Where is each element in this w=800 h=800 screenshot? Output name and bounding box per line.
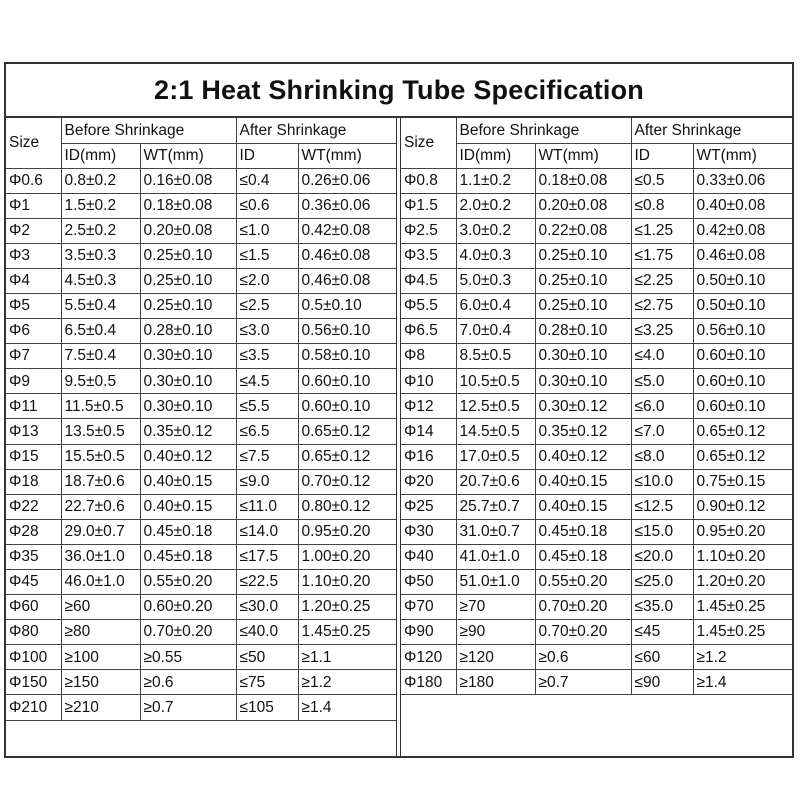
size-cell: Φ9 (6, 369, 61, 394)
after-id-cell: ≤5.0 (631, 369, 693, 394)
after-wt-cell: 1.45±0.25 (693, 595, 792, 620)
after-wt-cell: 0.42±0.08 (298, 218, 396, 243)
size-cell: Φ18 (6, 469, 61, 494)
before-id-cell: 6.0±0.4 (456, 293, 535, 318)
after-id-cell: ≤75 (236, 670, 298, 695)
size-cell: Φ10 (401, 369, 456, 394)
before-wt-cell: 0.40±0.15 (535, 494, 631, 519)
before-wt-cell: ≥0.7 (535, 670, 631, 695)
before-wt-cell: 0.25±0.10 (535, 293, 631, 318)
after-id-header: ID (236, 143, 298, 168)
before-id-cell: 4.0±0.3 (456, 243, 535, 268)
before-wt-cell: 0.70±0.20 (535, 620, 631, 645)
size-cell: Φ35 (6, 544, 61, 569)
size-cell: Φ40 (401, 544, 456, 569)
after-wt-cell: 0.90±0.12 (693, 494, 792, 519)
table-row (6, 519, 396, 544)
before-wt-cell: 0.20±0.08 (535, 193, 631, 218)
after-id-cell: ≤5.5 (236, 394, 298, 419)
after-id-cell: ≤4.0 (631, 344, 693, 369)
after-id-cell: ≤1.75 (631, 243, 693, 268)
size-cell: Φ0.6 (6, 168, 61, 193)
table-row (6, 243, 396, 268)
after-id-cell: ≤0.5 (631, 168, 693, 193)
after-wt-cell: 0.42±0.08 (693, 218, 792, 243)
after-wt-cell: 0.36±0.06 (298, 193, 396, 218)
before-shrinkage-header: Before Shrinkage (61, 118, 236, 143)
before-wt-cell: 0.18±0.08 (535, 168, 631, 193)
after-wt-cell: 0.65±0.12 (298, 444, 396, 469)
after-id-cell: ≤8.0 (631, 444, 693, 469)
size-cell: Φ1 (6, 193, 61, 218)
before-id-cell: ≥90 (456, 620, 535, 645)
before-id-cell: 3.0±0.2 (456, 218, 535, 243)
before-wt-cell: 0.45±0.18 (535, 544, 631, 569)
before-id-cell: 22.7±0.6 (61, 494, 140, 519)
table-row (6, 268, 396, 293)
after-wt-cell: 1.20±0.20 (693, 570, 792, 595)
size-cell: Φ70 (401, 595, 456, 620)
size-cell: Φ8 (401, 344, 456, 369)
after-id-cell: ≤25.0 (631, 570, 693, 595)
size-cell: Φ22 (6, 494, 61, 519)
before-wt-cell: 0.25±0.10 (140, 268, 236, 293)
size-cell: Φ6 (6, 319, 61, 344)
after-wt-cell: 0.80±0.12 (298, 494, 396, 519)
table-row (6, 193, 396, 218)
size-cell: Φ3.5 (401, 243, 456, 268)
before-id-cell: ≥80 (61, 620, 140, 645)
after-id-cell: ≤22.5 (236, 570, 298, 595)
size-cell: Φ2 (6, 218, 61, 243)
after-id-cell: ≤9.0 (236, 469, 298, 494)
size-cell: Φ20 (401, 469, 456, 494)
after-wt-cell: ≥1.4 (693, 670, 792, 695)
after-id-cell: ≤90 (631, 670, 693, 695)
after-id-cell: ≤2.25 (631, 268, 693, 293)
before-id-header: ID(mm) (456, 143, 535, 168)
after-wt-cell: 0.65±0.12 (693, 444, 792, 469)
before-wt-cell: ≥0.7 (140, 695, 236, 720)
after-wt-cell: 0.75±0.15 (693, 469, 792, 494)
before-wt-cell: 0.60±0.20 (140, 595, 236, 620)
after-id-cell: ≤6.5 (236, 419, 298, 444)
table-row (6, 670, 396, 695)
after-id-cell: ≤11.0 (236, 494, 298, 519)
before-wt-cell: 0.45±0.18 (535, 519, 631, 544)
before-id-header: ID(mm) (61, 143, 140, 168)
before-wt-header: WT(mm) (140, 143, 236, 168)
before-wt-cell: 0.40±0.12 (140, 444, 236, 469)
before-id-cell: ≥180 (456, 670, 535, 695)
table-row (401, 319, 792, 344)
left-spec-table (6, 118, 396, 721)
after-wt-cell: 0.50±0.10 (693, 268, 792, 293)
size-cell: Φ80 (6, 620, 61, 645)
table-row (6, 695, 396, 720)
table-row (401, 645, 792, 670)
table-row (6, 168, 396, 193)
before-wt-cell: 0.30±0.10 (535, 344, 631, 369)
after-id-cell: ≤7.5 (236, 444, 298, 469)
before-wt-cell: 0.55±0.20 (140, 570, 236, 595)
after-wt-cell: 0.95±0.20 (693, 519, 792, 544)
right-table-body (401, 168, 792, 720)
after-wt-cell: 0.26±0.06 (298, 168, 396, 193)
after-id-cell: ≤3.0 (236, 319, 298, 344)
size-cell: Φ90 (401, 620, 456, 645)
before-id-cell: 8.5±0.5 (456, 344, 535, 369)
before-id-cell: 1.5±0.2 (61, 193, 140, 218)
after-wt-cell: 0.60±0.10 (298, 394, 396, 419)
size-cell: Φ4 (6, 268, 61, 293)
after-wt-cell: 0.50±0.10 (693, 293, 792, 318)
table-row (6, 494, 396, 519)
after-id-cell: ≤3.25 (631, 319, 693, 344)
before-id-cell: 9.5±0.5 (61, 369, 140, 394)
after-wt-cell: ≥1.2 (298, 670, 396, 695)
size-cell: Φ100 (6, 645, 61, 670)
table-row (401, 595, 792, 620)
before-id-cell: ≥70 (456, 595, 535, 620)
after-id-cell: ≤1.25 (631, 218, 693, 243)
before-id-cell: 7.0±0.4 (456, 319, 535, 344)
table-row (6, 394, 396, 419)
size-cell: Φ210 (6, 695, 61, 720)
size-cell: Φ30 (401, 519, 456, 544)
before-id-cell: 5.0±0.3 (456, 268, 535, 293)
before-id-cell: 25.7±0.7 (456, 494, 535, 519)
after-wt-cell: 0.56±0.10 (693, 319, 792, 344)
size-cell: Φ5 (6, 293, 61, 318)
before-wt-cell: 0.45±0.18 (140, 519, 236, 544)
before-id-cell: 7.5±0.4 (61, 344, 140, 369)
after-id-cell: ≤7.0 (631, 419, 693, 444)
after-wt-header: WT(mm) (693, 143, 792, 168)
after-wt-cell: 0.56±0.10 (298, 319, 396, 344)
left-spec-table-wrapper (6, 118, 396, 721)
table-row (401, 168, 792, 193)
size-cell: Φ7 (6, 344, 61, 369)
after-id-cell: ≤0.8 (631, 193, 693, 218)
after-wt-cell: 0.95±0.20 (298, 519, 396, 544)
after-wt-cell: 1.45±0.25 (298, 620, 396, 645)
before-id-cell: 20.7±0.6 (456, 469, 535, 494)
after-id-cell: ≤14.0 (236, 519, 298, 544)
before-id-cell: 10.5±0.5 (456, 369, 535, 394)
after-wt-cell: 0.65±0.12 (693, 419, 792, 444)
table-row (401, 519, 792, 544)
before-id-cell: 51.0±1.0 (456, 570, 535, 595)
after-id-cell: ≤0.4 (236, 168, 298, 193)
before-id-cell: 4.5±0.3 (61, 268, 140, 293)
size-cell: Φ45 (6, 570, 61, 595)
after-id-cell: ≤20.0 (631, 544, 693, 569)
before-id-cell: 2.0±0.2 (456, 193, 535, 218)
size-cell: Φ4.5 (401, 268, 456, 293)
table-row (401, 670, 792, 695)
before-id-cell: 6.5±0.4 (61, 319, 140, 344)
size-cell: Φ1.5 (401, 193, 456, 218)
after-id-header: ID (631, 143, 693, 168)
after-wt-cell: 0.60±0.10 (693, 394, 792, 419)
before-wt-cell: 0.40±0.12 (535, 444, 631, 469)
before-id-cell: 13.5±0.5 (61, 419, 140, 444)
before-id-cell: 3.5±0.3 (61, 243, 140, 268)
before-wt-cell: 0.25±0.10 (140, 243, 236, 268)
after-wt-cell: 0.60±0.10 (298, 369, 396, 394)
before-wt-cell: 0.45±0.18 (140, 544, 236, 569)
size-cell: Φ50 (401, 570, 456, 595)
before-wt-cell: 0.30±0.10 (535, 369, 631, 394)
table-row (6, 419, 396, 444)
after-wt-cell: 0.58±0.10 (298, 344, 396, 369)
before-id-cell: 46.0±1.0 (61, 570, 140, 595)
before-wt-cell: 0.40±0.15 (535, 469, 631, 494)
table-row (6, 369, 396, 394)
size-cell: Φ13 (6, 419, 61, 444)
after-wt-cell: 0.60±0.10 (693, 369, 792, 394)
before-id-cell: 15.5±0.5 (61, 444, 140, 469)
page-title: 2:1 Heat Shrinking Tube Specification (6, 64, 792, 118)
after-wt-cell: 1.00±0.20 (298, 544, 396, 569)
size-cell: Φ14 (401, 419, 456, 444)
table-row (6, 570, 396, 595)
before-wt-cell: 0.70±0.20 (140, 620, 236, 645)
before-wt-cell: ≥0.55 (140, 645, 236, 670)
size-cell: Φ28 (6, 519, 61, 544)
before-wt-cell: ≥0.6 (535, 645, 631, 670)
size-cell: Φ5.5 (401, 293, 456, 318)
before-id-cell: 5.5±0.4 (61, 293, 140, 318)
after-id-cell: ≤2.5 (236, 293, 298, 318)
before-id-cell: 1.1±0.2 (456, 168, 535, 193)
spec-sheet (4, 62, 794, 758)
before-wt-cell: 0.25±0.10 (140, 293, 236, 318)
table-row (6, 218, 396, 243)
empty-row (401, 695, 792, 720)
before-wt-cell: 0.70±0.20 (535, 595, 631, 620)
table-row (401, 243, 792, 268)
after-id-cell: ≤1.0 (236, 218, 298, 243)
after-id-cell: ≤35.0 (631, 595, 693, 620)
table-row (401, 444, 792, 469)
after-wt-cell: 1.45±0.25 (693, 620, 792, 645)
before-wt-cell: 0.30±0.10 (140, 344, 236, 369)
after-id-cell: ≤60 (631, 645, 693, 670)
table-row (6, 344, 396, 369)
table-row (401, 544, 792, 569)
before-shrinkage-header: Before Shrinkage (456, 118, 631, 143)
after-wt-cell: 1.20±0.25 (298, 595, 396, 620)
table-row (6, 444, 396, 469)
after-id-cell: ≤2.75 (631, 293, 693, 318)
after-shrinkage-header: After Shrinkage (631, 118, 792, 143)
before-wt-cell: 0.35±0.12 (535, 419, 631, 444)
before-wt-cell: 0.40±0.15 (140, 469, 236, 494)
after-wt-cell: 0.60±0.10 (693, 344, 792, 369)
after-wt-header: WT(mm) (298, 143, 396, 168)
after-id-cell: ≤2.0 (236, 268, 298, 293)
before-wt-cell: 0.30±0.12 (535, 394, 631, 419)
size-cell: Φ12 (401, 394, 456, 419)
before-wt-cell: 0.28±0.10 (535, 319, 631, 344)
size-cell: Φ0.8 (401, 168, 456, 193)
before-id-cell: 41.0±1.0 (456, 544, 535, 569)
left-table-body (6, 168, 396, 720)
size-cell: Φ11 (6, 394, 61, 419)
after-id-cell: ≤105 (236, 695, 298, 720)
table-row (401, 218, 792, 243)
size-cell: Φ60 (6, 595, 61, 620)
size-cell: Φ150 (6, 670, 61, 695)
after-id-cell: ≤6.0 (631, 394, 693, 419)
table-row (6, 620, 396, 645)
after-id-cell: ≤1.5 (236, 243, 298, 268)
empty-cell (401, 695, 792, 720)
before-id-cell: ≥210 (61, 695, 140, 720)
table-row (401, 193, 792, 218)
before-wt-cell: 0.18±0.08 (140, 193, 236, 218)
right-spec-table-wrapper (401, 118, 792, 720)
size-cell: Φ3 (6, 243, 61, 268)
size-cell: Φ25 (401, 494, 456, 519)
before-id-cell: 18.7±0.6 (61, 469, 140, 494)
table-row (401, 494, 792, 519)
before-id-cell: 17.0±0.5 (456, 444, 535, 469)
after-wt-cell: ≥1.4 (298, 695, 396, 720)
before-id-cell: 12.5±0.5 (456, 394, 535, 419)
size-cell: Φ6.5 (401, 319, 456, 344)
before-wt-cell: 0.55±0.20 (535, 570, 631, 595)
before-id-cell: ≥100 (61, 645, 140, 670)
after-wt-cell: ≥1.2 (693, 645, 792, 670)
after-id-cell: ≤0.6 (236, 193, 298, 218)
table-row (401, 469, 792, 494)
before-id-cell: 0.8±0.2 (61, 168, 140, 193)
table-row (401, 293, 792, 318)
size-cell: Φ180 (401, 670, 456, 695)
table-row (401, 369, 792, 394)
after-wt-cell: 0.33±0.06 (693, 168, 792, 193)
after-wt-cell: 1.10±0.20 (298, 570, 396, 595)
before-wt-cell: 0.28±0.10 (140, 319, 236, 344)
table-row (6, 319, 396, 344)
table-row (6, 595, 396, 620)
before-wt-cell: 0.30±0.10 (140, 369, 236, 394)
after-id-cell: ≤45 (631, 620, 693, 645)
after-wt-cell: ≥1.1 (298, 645, 396, 670)
size-cell: Φ15 (6, 444, 61, 469)
table-row (401, 394, 792, 419)
size-header: Size (6, 118, 61, 168)
after-id-cell: ≤17.5 (236, 544, 298, 569)
after-wt-cell: 0.65±0.12 (298, 419, 396, 444)
before-wt-cell: 0.25±0.10 (535, 243, 631, 268)
before-wt-cell: ≥0.6 (140, 670, 236, 695)
after-wt-cell: 0.46±0.08 (693, 243, 792, 268)
after-wt-cell: 0.40±0.08 (693, 193, 792, 218)
after-shrinkage-header: After Shrinkage (236, 118, 396, 143)
before-wt-cell: 0.30±0.10 (140, 394, 236, 419)
after-wt-cell: 1.10±0.20 (693, 544, 792, 569)
before-id-cell: 36.0±1.0 (61, 544, 140, 569)
before-id-cell: 29.0±0.7 (61, 519, 140, 544)
table-row (401, 344, 792, 369)
after-wt-cell: 0.70±0.12 (298, 469, 396, 494)
table-row (6, 293, 396, 318)
table-row (6, 544, 396, 569)
right-spec-table (401, 118, 792, 720)
after-id-cell: ≤15.0 (631, 519, 693, 544)
table-row (401, 268, 792, 293)
before-id-cell: ≥60 (61, 595, 140, 620)
table-row (6, 645, 396, 670)
size-cell: Φ2.5 (401, 218, 456, 243)
size-cell: Φ16 (401, 444, 456, 469)
before-id-cell: ≥120 (456, 645, 535, 670)
before-wt-cell: 0.20±0.08 (140, 218, 236, 243)
before-wt-cell: 0.35±0.12 (140, 419, 236, 444)
before-wt-cell: 0.40±0.15 (140, 494, 236, 519)
before-id-cell: 14.5±0.5 (456, 419, 535, 444)
before-id-cell: 2.5±0.2 (61, 218, 140, 243)
before-wt-cell: 0.25±0.10 (535, 268, 631, 293)
before-id-cell: ≥150 (61, 670, 140, 695)
table-row (6, 469, 396, 494)
before-wt-cell: 0.16±0.08 (140, 168, 236, 193)
after-id-cell: ≤3.5 (236, 344, 298, 369)
after-id-cell: ≤12.5 (631, 494, 693, 519)
table-row (401, 570, 792, 595)
before-wt-cell: 0.22±0.08 (535, 218, 631, 243)
after-wt-cell: 0.5±0.10 (298, 293, 396, 318)
after-id-cell: ≤30.0 (236, 595, 298, 620)
after-id-cell: ≤50 (236, 645, 298, 670)
after-wt-cell: 0.46±0.08 (298, 243, 396, 268)
after-id-cell: ≤4.5 (236, 369, 298, 394)
table-row (401, 419, 792, 444)
table-row (401, 620, 792, 645)
after-wt-cell: 0.46±0.08 (298, 268, 396, 293)
after-id-cell: ≤10.0 (631, 469, 693, 494)
before-wt-header: WT(mm) (535, 143, 631, 168)
before-id-cell: 31.0±0.7 (456, 519, 535, 544)
size-cell: Φ120 (401, 645, 456, 670)
after-id-cell: ≤40.0 (236, 620, 298, 645)
before-id-cell: 11.5±0.5 (61, 394, 140, 419)
size-header: Size (401, 118, 456, 168)
